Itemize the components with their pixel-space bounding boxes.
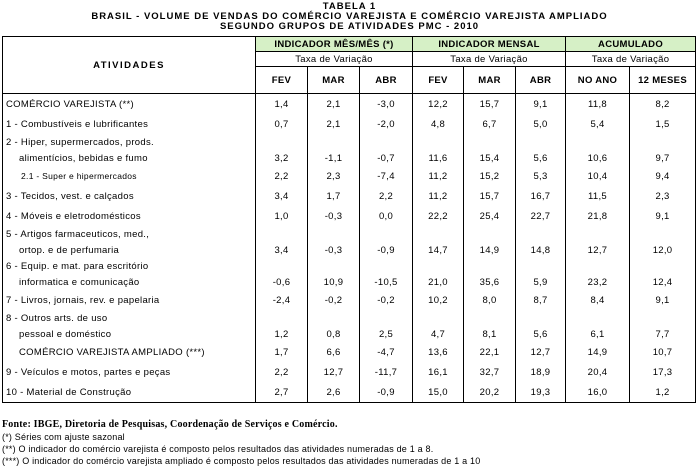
empty-cell (413, 226, 464, 242)
empty-cell (308, 226, 360, 242)
value-cell: 5,6 (516, 150, 566, 166)
value-cell: 15,4 (464, 150, 516, 166)
col-12-meses: 12 MESES (630, 67, 696, 94)
empty-cell (464, 310, 516, 326)
table-row (3, 206, 696, 226)
empty-cell (516, 258, 566, 274)
empty-cell (566, 310, 630, 326)
value-cell: 0,0 (360, 206, 413, 226)
col-abr: ABR (516, 67, 566, 94)
empty-cell (256, 310, 308, 326)
source-note: Fonte: IBGE, Diretoria de Pesquisas, Coordenação de Serviços e Comércio. (2, 419, 338, 430)
table-row (3, 94, 696, 115)
header-atividades: ATIVIDADES (3, 37, 256, 94)
table-row (3, 342, 696, 362)
value-cell: -0,3 (308, 206, 360, 226)
sales-volume-table (2, 36, 696, 403)
table-row (3, 150, 696, 166)
value-cell: 2,7 (256, 382, 308, 403)
empty-cell (464, 226, 516, 242)
value-cell: 25,4 (464, 206, 516, 226)
col-no-ano: NO ANO (566, 67, 630, 94)
value-cell: 22,7 (516, 206, 566, 226)
value-cell: 14,8 (516, 242, 566, 258)
table-row (3, 226, 696, 242)
value-cell: 12,7 (516, 342, 566, 362)
value-cell: 0,7 (256, 114, 308, 134)
row-label-continued: alimentícios, bebidas e fumo (3, 150, 256, 166)
empty-cell (630, 226, 696, 242)
value-cell: 16,0 (566, 382, 630, 403)
table-row (3, 274, 696, 290)
value-cell: 8,1 (464, 326, 516, 342)
empty-cell (256, 258, 308, 274)
row-label: 2 - Hiper, supermercados, prods. (3, 134, 256, 150)
value-cell: 6,6 (308, 342, 360, 362)
empty-cell (308, 134, 360, 150)
value-cell: 4,8 (413, 114, 464, 134)
value-cell: -7,4 (360, 166, 413, 186)
empty-cell (630, 134, 696, 150)
empty-cell (360, 258, 413, 274)
value-cell: -10,5 (360, 274, 413, 290)
table-row (3, 258, 696, 274)
row-label: 6 - Equip. e mat. para escritório (3, 258, 256, 274)
value-cell: 1,2 (630, 382, 696, 403)
value-cell: 2,1 (308, 114, 360, 134)
value-cell: 3,2 (256, 150, 308, 166)
value-cell: -2,4 (256, 290, 308, 310)
empty-cell (413, 258, 464, 274)
value-cell: 1,7 (256, 342, 308, 362)
value-cell: 2,2 (256, 166, 308, 186)
col-mar: MAR (308, 67, 360, 94)
value-cell: 5,4 (566, 114, 630, 134)
value-cell: 8,2 (630, 94, 696, 115)
row-label: 4 - Móveis e eletrodomésticos (3, 206, 256, 226)
header-group-mes-mes: INDICADOR MÊS/MÊS (*) (256, 37, 413, 52)
table-footer (2, 419, 480, 467)
table-body (3, 94, 696, 403)
value-cell: -3,0 (360, 94, 413, 115)
value-cell: 10,7 (630, 342, 696, 362)
col-abr: ABR (360, 67, 413, 94)
value-cell: 12,7 (566, 242, 630, 258)
value-cell: 2,3 (630, 186, 696, 206)
row-label: 1 - Combustíveis e lubrificantes (3, 114, 256, 134)
value-cell: 1,7 (308, 186, 360, 206)
value-cell: 2,2 (360, 186, 413, 206)
table-row (3, 362, 696, 382)
row-label: COMÉRCIO VAREJISTA AMPLIADO (***) (3, 342, 256, 362)
table-row (3, 114, 696, 134)
table-row (3, 310, 696, 326)
header-taxa: Taxa de Variação (566, 52, 696, 67)
empty-cell (516, 310, 566, 326)
row-label: 5 - Artigos farmaceuticos, med., (3, 226, 256, 242)
table-row (3, 326, 696, 342)
value-cell: 18,9 (516, 362, 566, 382)
value-cell: 21,0 (413, 274, 464, 290)
value-cell: 5,3 (516, 166, 566, 186)
empty-cell (256, 226, 308, 242)
value-cell: 5,0 (516, 114, 566, 134)
row-label: 9 - Veículos e motos, partes e peças (3, 362, 256, 382)
table-row (3, 166, 696, 186)
table-row (3, 382, 696, 403)
value-cell: 3,4 (256, 186, 308, 206)
value-cell: -1,1 (308, 150, 360, 166)
value-cell: 11,8 (566, 94, 630, 115)
value-cell: 20,2 (464, 382, 516, 403)
empty-cell (308, 310, 360, 326)
empty-cell (630, 258, 696, 274)
value-cell: 10,9 (308, 274, 360, 290)
value-cell: 12,2 (413, 94, 464, 115)
empty-cell (360, 226, 413, 242)
value-cell: 2,5 (360, 326, 413, 342)
empty-cell (566, 258, 630, 274)
footnote-3: (***) O indicador do comércio varejista ampliado é composto pelos resultados das atividades numeradas de 1 a 10 (2, 456, 481, 466)
value-cell: 9,1 (630, 206, 696, 226)
footnote-1: (*) Séries com ajuste sazonal (2, 432, 125, 442)
value-cell: 15,7 (464, 186, 516, 206)
value-cell: 23,2 (566, 274, 630, 290)
header-taxa: Taxa de Variação (256, 52, 413, 67)
table-row (3, 290, 696, 310)
empty-cell (516, 134, 566, 150)
empty-cell (360, 310, 413, 326)
value-cell: 5,9 (516, 274, 566, 290)
value-cell: -0,9 (360, 382, 413, 403)
value-cell: 0,8 (308, 326, 360, 342)
empty-cell (413, 310, 464, 326)
value-cell: 17,3 (630, 362, 696, 382)
value-cell: 1,2 (256, 326, 308, 342)
value-cell: 7,7 (630, 326, 696, 342)
value-cell: -0,2 (308, 290, 360, 310)
value-cell: 2,1 (308, 94, 360, 115)
table-row (3, 186, 696, 206)
value-cell: 11,2 (413, 166, 464, 186)
value-cell: 11,2 (413, 186, 464, 206)
value-cell: 20,4 (566, 362, 630, 382)
value-cell: 35,6 (464, 274, 516, 290)
value-cell: 3,4 (256, 242, 308, 258)
empty-cell (516, 226, 566, 242)
value-cell: 16,7 (516, 186, 566, 206)
value-cell: -0,9 (360, 242, 413, 258)
row-label: 2.1 - Super e hipermercados (3, 166, 256, 186)
table-row (3, 242, 696, 258)
value-cell: 12,0 (630, 242, 696, 258)
value-cell: 12,7 (308, 362, 360, 382)
empty-cell (413, 134, 464, 150)
value-cell: 2,3 (308, 166, 360, 186)
table-number: TABELA 1 (322, 1, 377, 12)
empty-cell (256, 134, 308, 150)
value-cell: 8,4 (566, 290, 630, 310)
value-cell: 1,5 (630, 114, 696, 134)
value-cell: 15,0 (413, 382, 464, 403)
value-cell: -0,3 (308, 242, 360, 258)
row-label: COMÉRCIO VAREJISTA (**) (3, 94, 256, 115)
value-cell: 11,6 (413, 150, 464, 166)
value-cell: 5,6 (516, 326, 566, 342)
value-cell: 8,0 (464, 290, 516, 310)
table-titles (0, 0, 699, 32)
value-cell: 14,7 (413, 242, 464, 258)
col-fev: FEV (256, 67, 308, 94)
value-cell: 10,4 (566, 166, 630, 186)
value-cell: 2,6 (308, 382, 360, 403)
value-cell: 12,4 (630, 274, 696, 290)
value-cell: 15,2 (464, 166, 516, 186)
value-cell: 11,5 (566, 186, 630, 206)
row-label-continued: ortop. e de perfumaria (3, 242, 256, 258)
row-label-continued: pessoal e doméstico (3, 326, 256, 342)
empty-cell (308, 258, 360, 274)
value-cell: 9,1 (630, 290, 696, 310)
empty-cell (566, 134, 630, 150)
table-title: BRASIL - VOLUME DE VENDAS DO COMÉRCIO VAREJISTA E COMÉRCIO VAREJISTA AMPLIADO (91, 11, 608, 22)
value-cell: 4,7 (413, 326, 464, 342)
value-cell: 6,1 (566, 326, 630, 342)
value-cell: -0,7 (360, 150, 413, 166)
value-cell: -0,6 (256, 274, 308, 290)
empty-cell (464, 258, 516, 274)
table-row (3, 134, 696, 150)
table-subtitle: SEGUNDO GRUPOS DE ATIVIDADES PMC - 2010 (219, 21, 480, 32)
value-cell: 16,1 (413, 362, 464, 382)
header-group-row (3, 37, 696, 52)
value-cell: 32,7 (464, 362, 516, 382)
value-cell: 10,2 (413, 290, 464, 310)
value-cell: -0,2 (360, 290, 413, 310)
empty-cell (464, 134, 516, 150)
row-label: 8 - Outros arts. de uso (3, 310, 256, 326)
row-label-continued: informatica e comunicação (3, 274, 256, 290)
col-fev: FEV (413, 67, 464, 94)
value-cell: -2,0 (360, 114, 413, 134)
row-label: 7 - Livros, jornais, rev. e papelaria (3, 290, 256, 310)
value-cell: 15,7 (464, 94, 516, 115)
value-cell: 9,1 (516, 94, 566, 115)
value-cell: 1,0 (256, 206, 308, 226)
header-group-acumulado: ACUMULADO (566, 37, 696, 52)
footnote-2: (**) O indicador do comércio varejista é composto pelos resultados das atividades numeradas de 1 a 8. (2, 444, 434, 454)
empty-cell (360, 134, 413, 150)
value-cell: -11,7 (360, 362, 413, 382)
header-taxa: Taxa de Variação (413, 52, 566, 67)
empty-cell (566, 226, 630, 242)
value-cell: 1,4 (256, 94, 308, 115)
value-cell: 2,2 (256, 362, 308, 382)
row-label: 3 - Tecidos, vest. e calçados (3, 186, 256, 206)
value-cell: 13,6 (413, 342, 464, 362)
value-cell: 10,6 (566, 150, 630, 166)
value-cell: 14,9 (464, 242, 516, 258)
value-cell: 9,4 (630, 166, 696, 186)
row-label: 10 - Material de Construção (3, 382, 256, 403)
value-cell: -4,7 (360, 342, 413, 362)
value-cell: 22,1 (464, 342, 516, 362)
value-cell: 14,9 (566, 342, 630, 362)
value-cell: 6,7 (464, 114, 516, 134)
value-cell: 9,7 (630, 150, 696, 166)
value-cell: 19,3 (516, 382, 566, 403)
col-mar: MAR (464, 67, 516, 94)
empty-cell (630, 310, 696, 326)
value-cell: 8,7 (516, 290, 566, 310)
header-group-mensal: INDICADOR MENSAL (413, 37, 566, 52)
value-cell: 22,2 (413, 206, 464, 226)
value-cell: 21,8 (566, 206, 630, 226)
